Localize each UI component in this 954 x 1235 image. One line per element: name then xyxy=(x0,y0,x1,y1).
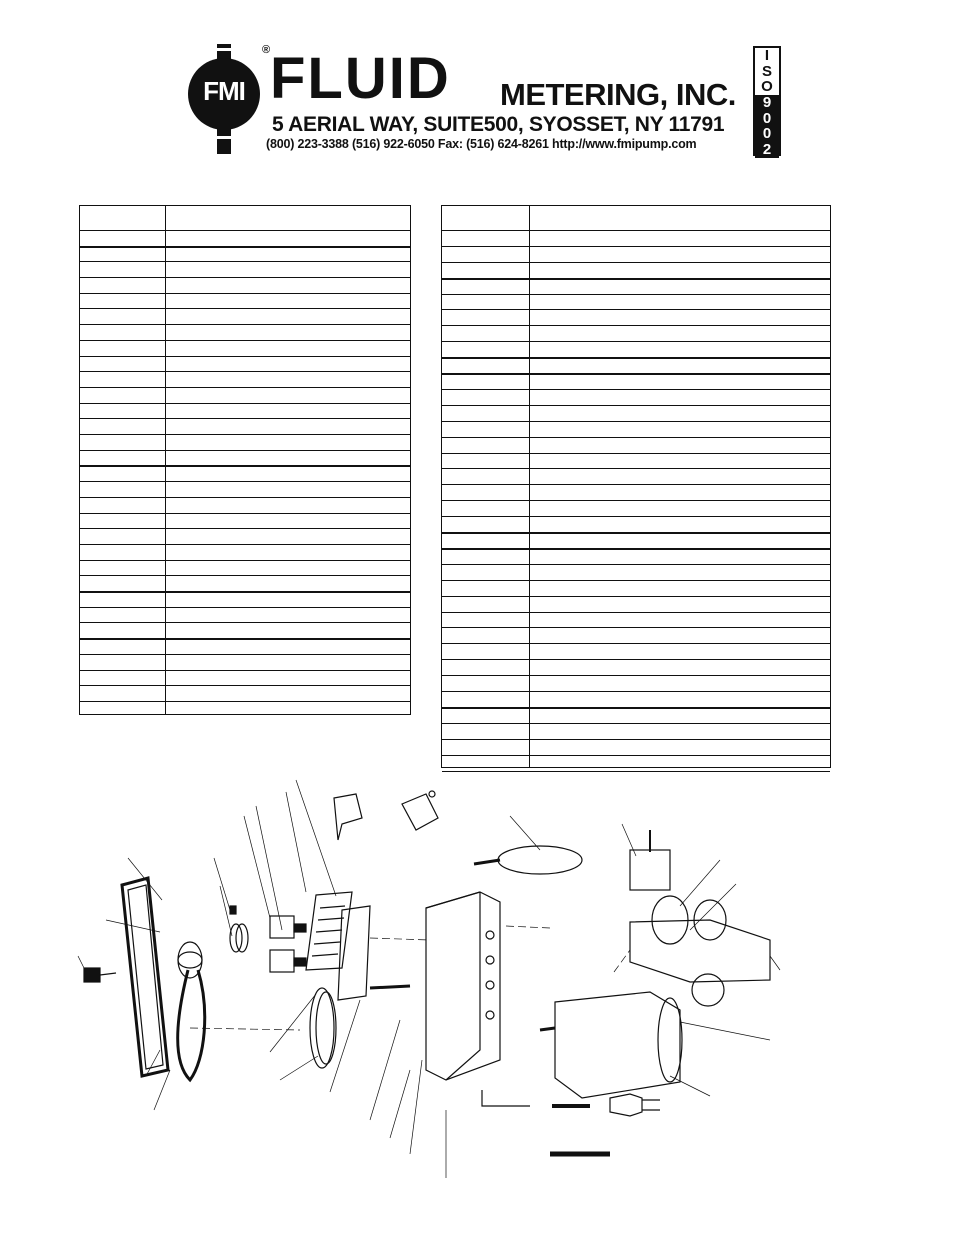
logo-stem-bottom xyxy=(217,128,231,154)
table-row xyxy=(80,434,410,451)
iso-digit: 0 xyxy=(755,111,779,127)
table-row xyxy=(442,469,830,486)
table-row xyxy=(80,497,410,514)
parts-table-right xyxy=(441,205,831,768)
large-pulley xyxy=(310,988,334,1068)
circuit-board xyxy=(338,906,370,1000)
table-row xyxy=(442,246,830,263)
table-row xyxy=(442,294,830,311)
table-row xyxy=(442,612,830,629)
company-contact: (800) 223-3388 (516) 922-6050 Fax: (516) 624-8261 http://www.fmipump.com xyxy=(266,137,697,151)
table-row xyxy=(80,246,410,263)
drive-shaft xyxy=(370,986,410,988)
table-row xyxy=(442,310,830,327)
table-row xyxy=(80,591,410,608)
table-row xyxy=(80,528,410,545)
table-row xyxy=(80,513,410,530)
reservoir-cap xyxy=(498,846,582,874)
power-plug xyxy=(610,1094,642,1116)
table-row xyxy=(80,418,410,435)
brand-name: FLUID xyxy=(270,46,451,111)
table-row xyxy=(442,707,830,724)
table-row xyxy=(442,628,830,645)
iso-letter: S xyxy=(761,62,772,80)
drive-belt xyxy=(178,970,205,1080)
table-row xyxy=(442,325,830,342)
table-row xyxy=(80,371,410,388)
table-row xyxy=(80,403,410,420)
table-header-row xyxy=(80,206,410,231)
iso-letter: I xyxy=(764,47,770,64)
fmi-logo: FMI xyxy=(188,58,260,130)
table-row xyxy=(80,560,410,577)
bracket-clip xyxy=(334,794,362,840)
power-cord xyxy=(482,1090,530,1106)
table-row xyxy=(80,481,410,498)
table-row xyxy=(442,405,830,422)
iso-digit: 9 xyxy=(755,95,779,111)
table-row xyxy=(442,643,830,660)
table-row xyxy=(442,437,830,454)
table-row xyxy=(80,293,410,310)
table-row xyxy=(442,278,830,295)
table-row xyxy=(442,596,830,613)
table-row xyxy=(442,230,830,247)
table-row xyxy=(442,548,830,565)
table-row xyxy=(80,324,410,341)
brand-suffix: METERING, INC. xyxy=(500,77,736,112)
table-row xyxy=(80,654,410,671)
pressure-switch xyxy=(402,794,438,830)
table-row xyxy=(442,421,830,438)
callout-leaders xyxy=(78,780,780,1178)
table-row xyxy=(442,564,830,581)
table-row xyxy=(80,387,410,404)
letterhead xyxy=(0,0,954,170)
pump-housing xyxy=(426,892,500,1080)
table-row xyxy=(80,309,410,326)
table-row xyxy=(80,261,410,278)
table-row xyxy=(80,685,410,702)
terminal-strip xyxy=(306,892,352,970)
company-address: 5 AERIAL WAY, SUITE500, SYOSSET, NY 11791 xyxy=(272,113,725,136)
cover-gasket xyxy=(122,878,168,1076)
coupling xyxy=(230,906,248,952)
switch-block xyxy=(270,916,306,972)
drive-motor xyxy=(540,992,682,1098)
table-row xyxy=(442,373,830,390)
iso-badge xyxy=(753,46,781,159)
parts-table-left xyxy=(79,205,411,715)
table-row xyxy=(80,638,410,655)
iso-digit: 2 xyxy=(755,142,779,158)
table-row xyxy=(442,580,830,597)
iso-digit: 0 xyxy=(755,126,779,142)
table-row xyxy=(442,659,830,676)
table-row xyxy=(80,670,410,687)
table-row xyxy=(80,544,410,561)
iso-letter: O xyxy=(761,78,773,96)
table-row xyxy=(80,607,410,624)
table-row xyxy=(80,277,410,294)
table-row xyxy=(442,675,830,692)
table-row xyxy=(442,739,830,756)
knob-screw xyxy=(84,968,116,982)
table-row xyxy=(80,466,410,483)
table-row xyxy=(442,389,830,406)
table-row xyxy=(442,723,830,740)
table-row xyxy=(442,500,830,517)
pump-head xyxy=(630,830,770,1006)
table-row xyxy=(442,453,830,470)
exploded-parts-diagram xyxy=(70,760,880,1200)
table-header-row xyxy=(442,206,830,231)
table-row xyxy=(442,484,830,501)
table-row xyxy=(80,340,410,357)
registered-mark: ® xyxy=(262,44,271,56)
table-row xyxy=(80,356,410,373)
